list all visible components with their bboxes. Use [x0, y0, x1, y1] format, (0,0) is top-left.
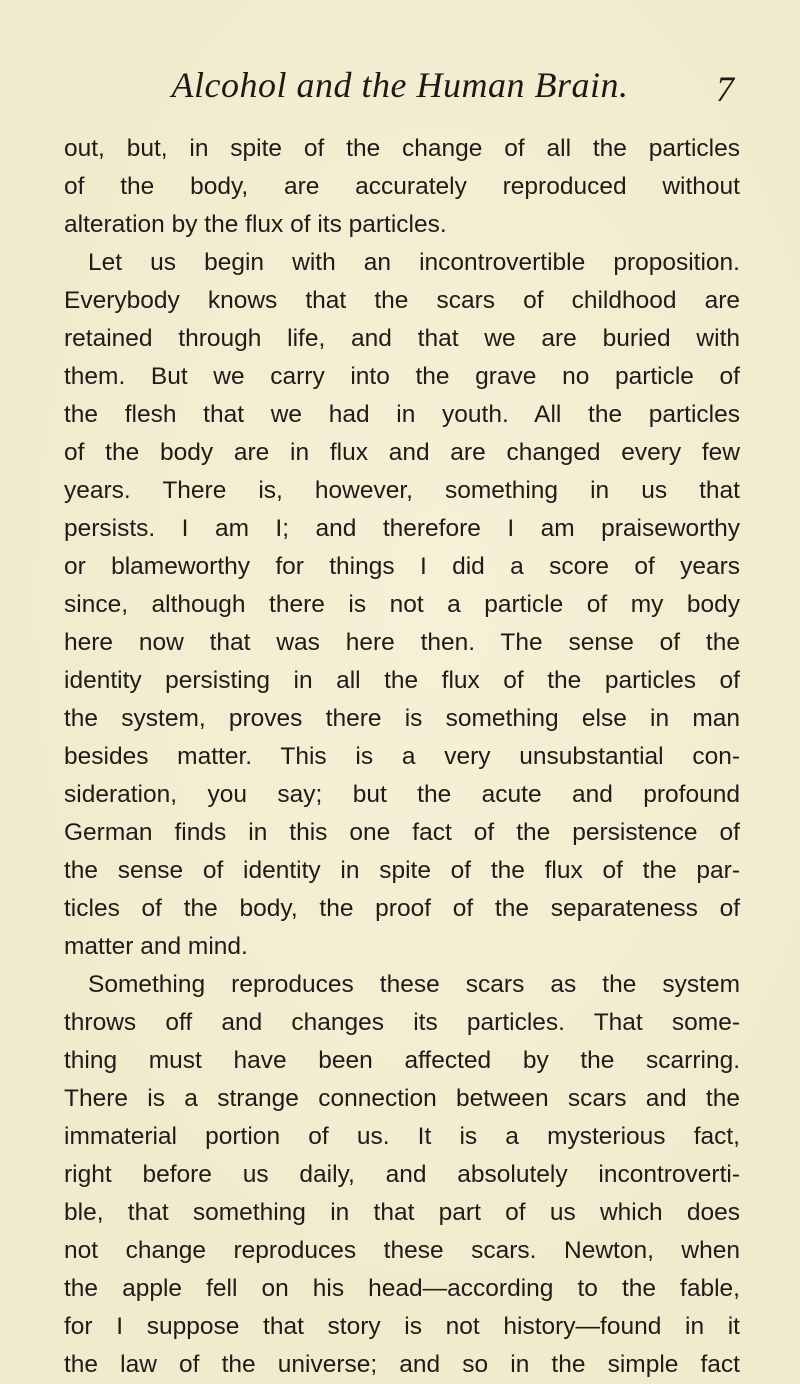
text-line: since, although there is not a particle of my body	[64, 591, 740, 618]
text-line: ticles of the body, the proof of the separateness of	[64, 895, 740, 922]
text-line: throws off and changes its particles. That some-	[64, 1009, 740, 1036]
text-line: ble, that something in that part of us which does	[64, 1199, 740, 1226]
text-line: Everybody knows that the scars of childhood are	[64, 287, 740, 314]
running-title: Alcohol and the Human Brain.	[171, 65, 629, 105]
text-line: Let us begin with an incontrovertible proposition.	[88, 249, 740, 276]
text-line: There is a strange connection between scars and the	[64, 1085, 740, 1112]
text-line: years. There is, however, something in us that	[64, 477, 740, 504]
text-line: identity persisting in all the flux of the particles of	[64, 667, 740, 694]
text-line: matter and mind.	[64, 933, 248, 960]
text-line: persists. I am I; and therefore I am praiseworthy	[64, 515, 740, 542]
text-line: retained through life, and that we are buried with	[64, 325, 740, 352]
text-line: not change reproduces these scars. Newton, when	[64, 1237, 740, 1264]
text-line: alteration by the flux of its particles.	[64, 211, 447, 238]
text-line: sideration, you say; but the acute and profound	[64, 781, 740, 808]
text-line: them. But we carry into the grave no particle of	[64, 363, 740, 390]
body-text	[64, 130, 740, 1384]
text-line: right before us daily, and absolutely incontroverti-	[64, 1161, 740, 1188]
text-line: the apple fell on his head—according to the fable,	[64, 1275, 740, 1302]
text-line: the flesh that we had in youth. All the particles	[64, 401, 740, 428]
text-line: the law of the universe; and so in the simple fact	[64, 1351, 740, 1378]
text-line: the system, proves there is something else in man	[64, 705, 740, 732]
text-line: of the body are in flux and are changed every few	[64, 439, 740, 466]
text-line: Something reproduces these scars as the system	[88, 971, 740, 998]
page-number: 7	[716, 69, 734, 109]
text-line: for I suppose that story is not history—found in it	[64, 1313, 740, 1340]
text-line: of the body, are accurately reproduced without	[64, 173, 740, 200]
text-line: German finds in this one fact of the persistence of	[64, 819, 740, 846]
text-line: the sense of identity in spite of the flux of the par-	[64, 857, 740, 884]
text-line: immaterial portion of us. It is a mysterious fact,	[64, 1123, 740, 1150]
text-line: or blameworthy for things I did a score of years	[64, 553, 740, 580]
text-line: here now that was here then. The sense of the	[64, 629, 740, 656]
page-header	[0, 60, 800, 110]
text-line: besides matter. This is a very unsubstantial con-	[64, 743, 740, 770]
text-line: out, but, in spite of the change of all the particles	[64, 135, 740, 162]
text-line: thing must have been affected by the scarring.	[64, 1047, 740, 1074]
